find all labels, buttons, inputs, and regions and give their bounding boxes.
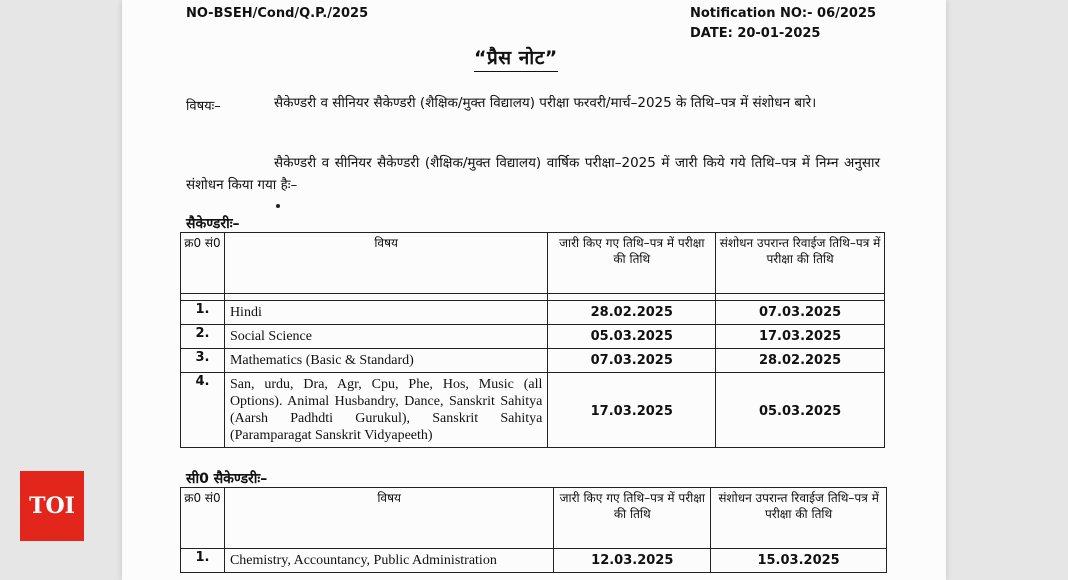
row-new-date: 28.02.2025 (716, 349, 885, 373)
toi-logo-text: TOI (29, 493, 75, 519)
row-subject: Social Science (224, 325, 547, 349)
table-row (181, 301, 885, 325)
subject-text: सैकेण्डरी व सीनियर सैकेण्डरी (शैक्षिक/मुक्त विद्यालय) परीक्षा फरवरी/मार्च–2025 के तिथि–पत्र में संशोधन बारे। (274, 95, 817, 111)
row-subject: Mathematics (Basic & Standard) (224, 349, 547, 373)
secondary-heading: सैकेण्डरीः– (186, 216, 240, 232)
row-old-date: 12.03.2025 (554, 549, 711, 573)
header-old-date: जारी किए गए तिथि–पत्र में परीक्षा की तिथि (548, 233, 716, 294)
table-row (181, 325, 885, 349)
row-sno: 1. (181, 549, 225, 573)
row-sno: 2. (181, 325, 225, 349)
row-sno: 1. (181, 301, 225, 325)
intro-paragraph: सैकेण्डरी व सीनियर सैकेण्डरी (शैक्षिक/मुक्त विद्यालय) वार्षिक परीक्षा–2025 में जारी किये गये तिथि–पत्र में निम्न अनुसार संशोधन किया गया हैः– (186, 155, 880, 193)
row-old-date: 17.03.2025 (548, 373, 716, 448)
right-background (946, 0, 1068, 580)
notification-date: DATE: 20-01-2025 (690, 26, 821, 41)
press-note-document (122, 0, 946, 580)
subject-label: विषयः– (186, 99, 221, 114)
row-old-date: 28.02.2025 (548, 301, 716, 325)
row-old-date: 07.03.2025 (548, 349, 716, 373)
secondary-table (180, 232, 885, 448)
row-sno: 4. (181, 373, 225, 448)
notification-number: Notification NO:- 06/2025 (690, 6, 877, 21)
reference-number: NO-BSEH/Cond/Q.P./2025 (186, 6, 369, 21)
table-header-row (181, 233, 885, 294)
table-row (181, 349, 885, 373)
row-new-date: 07.03.2025 (716, 301, 885, 325)
header-new-date: संशोधन उपरान्त रिवाईज तिथि–पत्र में परीक्षा की तिथि (716, 233, 885, 294)
spacer-row (181, 294, 885, 301)
toi-logo (20, 471, 84, 541)
header-subject: विषय (224, 233, 547, 294)
scan-speck (276, 204, 280, 208)
table-row (181, 373, 885, 448)
senior-secondary-heading: सी0 सैकेण्डरीः– (186, 471, 268, 487)
header-subject: विषय (224, 488, 553, 549)
row-new-date: 15.03.2025 (711, 549, 887, 573)
header-old-date: जारी किए गए तिथि–पत्र में परीक्षा की तिथि (554, 488, 711, 549)
header-new-date: संशोधन उपरान्त रिवाईज तिथि–पत्र में परीक्षा की तिथि (711, 488, 887, 549)
row-old-date: 05.03.2025 (548, 325, 716, 349)
header-sno: क्र0 सं0 (181, 488, 225, 549)
row-sno: 3. (181, 349, 225, 373)
table-row (181, 549, 887, 573)
header-sno: क्र0 सं0 (181, 233, 225, 294)
row-subject: Hindi (224, 301, 547, 325)
row-subject: San, urdu, Dra, Agr, Cpu, Phe, Hos, Music (all Options). Animal Husbandry, Dance, Sanskrit Sahitya (Aarsh Padhdti Gurukul), Sanskrit Sahitya (Paramparagat Sanskrit Vidyapeeth) (224, 373, 547, 448)
row-new-date: 17.03.2025 (716, 325, 885, 349)
notification-block (690, 4, 876, 44)
row-subject: Chemistry, Accountancy, Public Administration (224, 549, 553, 573)
row-new-date: 05.03.2025 (716, 373, 885, 448)
senior-secondary-table (180, 487, 887, 573)
document-title: “प्रैस नोट” (474, 44, 558, 72)
table-header-row (181, 488, 887, 549)
